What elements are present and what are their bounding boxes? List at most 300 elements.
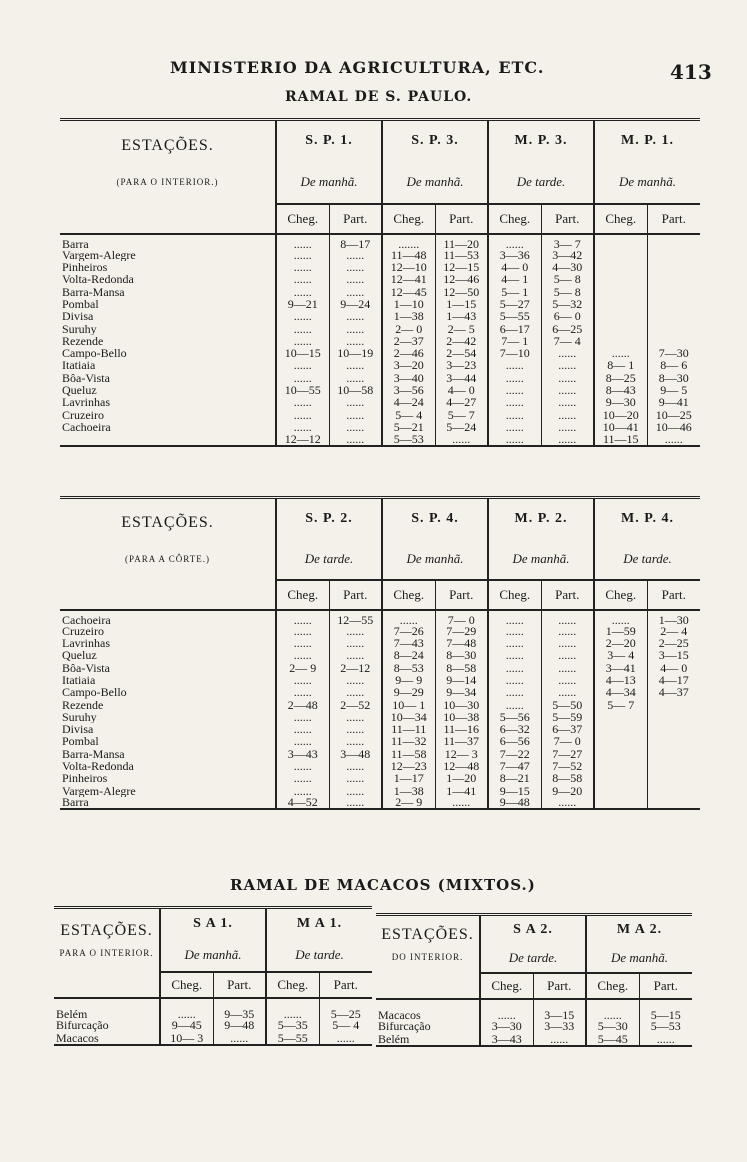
time-cell: 8—17 — [329, 234, 382, 249]
station-name: Barra-Mansa — [62, 285, 125, 298]
time-cell — [647, 286, 700, 298]
time-cell: 5—45 — [586, 1033, 639, 1046]
table-row — [60, 433, 700, 445]
time-cell — [594, 797, 647, 809]
table-row — [60, 760, 700, 772]
train-name: M. P. 1. — [594, 120, 700, 162]
stations-header-cell — [54, 908, 160, 972]
table-row — [60, 785, 700, 797]
time-cell: 7— 0 — [541, 735, 594, 747]
time-cell: ...... — [329, 409, 382, 421]
time-cell: ...... — [647, 433, 700, 445]
time-cell — [647, 249, 700, 261]
time-cell: 5—25 — [319, 998, 372, 1019]
page-subtitle: RAMAL DE S. PAULO. — [285, 89, 473, 105]
table-row — [60, 286, 700, 298]
train-name: S A 2. — [480, 915, 586, 944]
direction-label: (PARA O INTERIOR.) — [116, 177, 219, 188]
time-cell: ...... — [276, 409, 329, 421]
time-cell: 6—37 — [541, 723, 594, 735]
time-cell: ...... — [488, 409, 541, 421]
time-cell: 1—10 — [382, 298, 435, 310]
time-cell: ...... — [488, 625, 541, 637]
table-row — [60, 735, 700, 747]
station-name: Pinheiros — [62, 772, 108, 785]
stations-subheader-blank — [60, 580, 276, 610]
table-row — [60, 772, 700, 784]
station-name: Vargem-Alegre — [62, 784, 136, 797]
station-name: Divisa — [62, 723, 94, 736]
time-cell: 11—11 — [382, 723, 435, 735]
time-cell: 7— 1 — [488, 335, 541, 347]
station-name: Itatiaia — [62, 673, 96, 687]
time-cell: 10— 1 — [382, 699, 435, 711]
time-cell: ...... — [276, 637, 329, 649]
time-cell: 2— 0 — [382, 323, 435, 335]
time-cell: 9—30 — [594, 396, 647, 408]
time-cell: 10— 3 — [160, 1032, 213, 1045]
table-row — [60, 674, 700, 686]
time-cell: 8—53 — [382, 662, 435, 674]
time-cell: 10—15 — [276, 347, 329, 359]
time-cell: 5— 8 — [541, 286, 594, 298]
time-cell: ...... — [276, 735, 329, 747]
time-cell: 4—30 — [541, 261, 594, 273]
table-row — [60, 797, 700, 809]
train-period: De manhã. — [382, 162, 488, 204]
table-row — [60, 625, 700, 637]
time-cell: 11—32 — [382, 735, 435, 747]
time-cell: ...... — [329, 286, 382, 298]
station-name: Queluz — [62, 384, 97, 397]
time-cell: ...... — [160, 998, 213, 1019]
time-cell: ...... — [276, 372, 329, 384]
time-cell: 8— 1 — [594, 359, 647, 371]
stations-header-label: ESTAÇÕES. — [381, 926, 474, 944]
time-cell — [594, 234, 647, 249]
time-cell: 11—58 — [382, 748, 435, 760]
station-name: Suruhy — [62, 710, 97, 724]
station-name: Cachoeira — [62, 420, 111, 434]
time-cell: 2—12 — [329, 662, 382, 674]
table-row — [54, 1032, 372, 1045]
table-row — [60, 409, 700, 421]
time-cell: 1—15 — [435, 298, 488, 310]
time-cell: 8—30 — [647, 372, 700, 384]
time-cell: 10—38 — [435, 711, 488, 723]
arrive-header: Cheg. — [382, 204, 435, 234]
time-cell: 6—17 — [488, 323, 541, 335]
time-cell: ...... — [329, 421, 382, 433]
table-row — [60, 637, 700, 649]
time-cell: 5—50 — [541, 699, 594, 711]
time-cell: ...... — [329, 711, 382, 723]
time-cell — [647, 298, 700, 310]
time-cell: 8—24 — [382, 649, 435, 661]
time-cell: ...... — [329, 686, 382, 698]
time-cell — [647, 310, 700, 322]
time-cell: 4— 0 — [488, 261, 541, 273]
time-cell: ...... — [480, 999, 533, 1020]
time-cell — [647, 711, 700, 723]
station-name: Macacos — [378, 1007, 421, 1020]
time-cell: 7—43 — [382, 637, 435, 649]
time-cell: 9—48 — [213, 1019, 266, 1032]
time-cell: 5—56 — [488, 711, 541, 723]
stations-header-label: ESTAÇÕES. — [60, 922, 153, 940]
table-row — [60, 396, 700, 408]
time-cell: ...... — [276, 760, 329, 772]
time-cell: ...... — [586, 999, 639, 1020]
time-cell: ...... — [329, 674, 382, 686]
time-cell: ...... — [329, 735, 382, 747]
time-cell: ...... — [488, 686, 541, 698]
time-cell: ...... — [266, 998, 319, 1019]
time-cell: 2—46 — [382, 347, 435, 359]
time-cell: 7—26 — [382, 625, 435, 637]
stations-subheader-blank — [376, 973, 480, 999]
time-cell: ...... — [276, 421, 329, 433]
time-cell — [594, 772, 647, 784]
time-cell: ...... — [594, 610, 647, 625]
time-cell: 10—58 — [329, 384, 382, 396]
time-cell: 4— 0 — [435, 384, 488, 396]
time-cell: ...... — [329, 359, 382, 371]
train-name: S. P. 1. — [276, 120, 382, 162]
time-cell: ...... — [488, 384, 541, 396]
time-cell: 10—19 — [329, 347, 382, 359]
station-name: Barra — [60, 797, 276, 809]
table-row — [60, 699, 700, 711]
time-cell: 3—33 — [533, 1020, 586, 1033]
train-period: De manhã. — [276, 162, 382, 204]
train-period: De tarde. — [266, 940, 372, 972]
time-cell: 1—30 — [647, 610, 700, 625]
time-cell: 11—15 — [594, 433, 647, 445]
time-cell: ...... — [276, 323, 329, 335]
station-name: Macacos — [54, 1032, 160, 1045]
table-row — [60, 323, 700, 335]
time-cell: ...... — [329, 249, 382, 261]
time-cell: 3—41 — [594, 662, 647, 674]
depart-header: Part. — [541, 580, 594, 610]
time-cell: 4— 1 — [488, 273, 541, 285]
time-cell: 9—15 — [488, 785, 541, 797]
time-cell — [647, 273, 700, 285]
time-cell: ...... — [329, 649, 382, 661]
time-cell: 2—54 — [435, 347, 488, 359]
time-cell: ...... — [276, 249, 329, 261]
time-cell: 5— 7 — [594, 699, 647, 711]
time-cell: ...... — [382, 610, 435, 625]
time-cell: ...... — [329, 335, 382, 347]
time-cell: 7—52 — [541, 760, 594, 772]
depart-header: Part. — [533, 973, 586, 999]
train-name: M. P. 2. — [488, 498, 594, 539]
time-cell: 10—41 — [594, 421, 647, 433]
time-cell: ...... — [276, 286, 329, 298]
table-row — [60, 261, 700, 273]
time-cell: 3—15 — [647, 649, 700, 661]
time-cell — [647, 323, 700, 335]
time-cell: 8— 6 — [647, 359, 700, 371]
time-cell: 9—34 — [435, 686, 488, 698]
time-cell — [647, 723, 700, 735]
time-cell: 5— 7 — [435, 409, 488, 421]
train-name: S A 1. — [160, 908, 266, 940]
train-period: De tarde. — [480, 944, 586, 973]
table-row — [60, 723, 700, 735]
macacos-section-title: RAMAL DE MACACOS (MIXTOS.) — [230, 876, 536, 894]
time-cell: 11—37 — [435, 735, 488, 747]
time-cell: 3—42 — [541, 249, 594, 261]
time-cell: 5—55 — [266, 1032, 319, 1045]
time-cell: 3—48 — [329, 748, 382, 760]
depart-header: Part. — [435, 580, 488, 610]
time-cell: ...... — [329, 797, 382, 809]
time-cell: 7— 4 — [541, 335, 594, 347]
time-cell: ...... — [329, 323, 382, 335]
table-row — [60, 649, 700, 661]
station-name: Suruhy — [62, 322, 97, 335]
time-cell: ...... — [488, 359, 541, 371]
stations-header-cell — [376, 915, 480, 973]
time-cell: 10—34 — [382, 711, 435, 723]
time-cell: 2—48 — [276, 699, 329, 711]
time-cell: 12—55 — [329, 610, 382, 625]
time-cell: 12—45 — [382, 286, 435, 298]
depart-header: Part. — [319, 972, 372, 998]
time-cell — [647, 760, 700, 772]
time-cell: 5—15 — [639, 999, 692, 1020]
time-cell: 5—32 — [541, 298, 594, 310]
time-cell: ...... — [276, 234, 329, 249]
train-period: De manhã. — [488, 539, 594, 580]
train-period: De manhã. — [160, 940, 266, 972]
time-cell: 5—27 — [488, 298, 541, 310]
time-cell: 5—53 — [639, 1020, 692, 1033]
arrive-header: Cheg. — [586, 973, 639, 999]
time-cell: 3—23 — [435, 359, 488, 371]
time-cell: 5— 4 — [382, 409, 435, 421]
time-cell: ...... — [541, 637, 594, 649]
time-cell: ...... — [541, 797, 594, 809]
time-cell: 9—35 — [213, 998, 266, 1019]
time-cell: 1—43 — [435, 310, 488, 322]
time-cell: ...... — [488, 610, 541, 625]
time-cell — [594, 711, 647, 723]
stations-header-label: ESTAÇÕES. — [121, 514, 214, 532]
time-cell: 5—35 — [266, 1019, 319, 1032]
station-name: Barra-Mansa — [62, 747, 125, 761]
time-cell: ...... — [488, 662, 541, 674]
time-cell: ...... — [488, 649, 541, 661]
time-cell — [647, 234, 700, 249]
direction-label: DO INTERIOR. — [391, 952, 464, 963]
station-name: Rezende — [62, 334, 104, 348]
time-cell: 2—37 — [382, 335, 435, 347]
train-period: De tarde. — [488, 162, 594, 204]
time-cell: 12—50 — [435, 286, 488, 298]
table-row — [54, 998, 372, 1019]
station-name: Lavrinhas — [62, 396, 110, 409]
time-cell: 8—58 — [435, 662, 488, 674]
time-cell: ...... — [541, 359, 594, 371]
stations-header-label: ESTAÇÕES. — [121, 137, 214, 155]
time-cell: ...... — [213, 1032, 266, 1045]
time-cell: 11—20 — [435, 234, 488, 249]
time-cell: ...... — [276, 261, 329, 273]
table-row — [376, 1020, 692, 1033]
time-cell: 1—38 — [382, 785, 435, 797]
time-cell: 5— 1 — [488, 286, 541, 298]
time-cell: ...... — [276, 686, 329, 698]
time-cell: 5—24 — [435, 421, 488, 433]
time-cell: 8—30 — [435, 649, 488, 661]
time-cell: ...... — [319, 1032, 372, 1045]
time-cell: 1—20 — [435, 772, 488, 784]
stations-header-cell — [60, 120, 276, 204]
time-cell: ...... — [488, 234, 541, 249]
table-row — [60, 421, 700, 433]
time-cell: 8—43 — [594, 384, 647, 396]
time-cell — [647, 261, 700, 273]
time-cell: ...... — [276, 273, 329, 285]
time-cell — [647, 785, 700, 797]
time-cell: 9— 9 — [382, 674, 435, 686]
time-cell: 3—30 — [480, 1020, 533, 1033]
time-cell: ...... — [541, 686, 594, 698]
stations-subheader-blank — [54, 972, 160, 998]
time-cell: 3—44 — [435, 372, 488, 384]
arrive-header: Cheg. — [594, 204, 647, 234]
station-name: Bôa-Vista — [62, 661, 110, 674]
time-cell: ...... — [329, 372, 382, 384]
time-cell: 4—27 — [435, 396, 488, 408]
time-cell: 1—59 — [594, 625, 647, 637]
time-cell: 3— 7 — [541, 234, 594, 249]
train-name: S. P. 2. — [276, 498, 382, 539]
time-cell: 2— 9 — [276, 662, 329, 674]
time-cell — [647, 699, 700, 711]
time-cell — [647, 335, 700, 347]
train-name: S. P. 4. — [382, 498, 488, 539]
table-row — [60, 711, 700, 723]
timetable-macacos-from-interior — [376, 913, 692, 1047]
table-row — [376, 1033, 692, 1046]
train-period: De tarde. — [594, 539, 700, 580]
station-name: Campo-Bello — [62, 347, 127, 360]
time-cell: 9—21 — [276, 298, 329, 310]
time-cell: 3—43 — [480, 1033, 533, 1046]
time-cell: 11—48 — [382, 249, 435, 261]
time-cell: 10—55 — [276, 384, 329, 396]
time-cell: 4—37 — [647, 686, 700, 698]
time-cell: ...... — [488, 396, 541, 408]
time-cell: 10—25 — [647, 409, 700, 421]
arrive-header: Cheg. — [276, 580, 329, 610]
direction-label: (PARA A CÔRTE.) — [125, 554, 210, 565]
arrive-header: Cheg. — [480, 973, 533, 999]
time-cell: 9—20 — [541, 785, 594, 797]
time-cell — [647, 797, 700, 809]
arrive-header: Cheg. — [266, 972, 319, 998]
train-name: M A 2. — [586, 915, 692, 944]
time-cell: 6— 0 — [541, 310, 594, 322]
time-cell: 9—14 — [435, 674, 488, 686]
time-cell: ...... — [533, 1033, 586, 1046]
time-cell: 3—20 — [382, 359, 435, 371]
time-cell: 3—43 — [276, 748, 329, 760]
time-cell — [594, 286, 647, 298]
time-cell: 11—16 — [435, 723, 488, 735]
time-cell: 2—52 — [329, 699, 382, 711]
time-cell — [594, 298, 647, 310]
table-row — [60, 298, 700, 310]
page-number: 413 — [670, 60, 712, 84]
station-name: Cruzeiro — [62, 624, 104, 638]
train-name: M. P. 3. — [488, 120, 594, 162]
time-cell: 5—53 — [382, 433, 435, 445]
station-name: Barra — [62, 236, 89, 249]
table-row — [60, 748, 700, 760]
time-cell: 8—58 — [541, 772, 594, 784]
time-cell: 8—21 — [488, 772, 541, 784]
table-row — [60, 249, 700, 261]
time-cell: 3—36 — [488, 249, 541, 261]
time-cell: 7—27 — [541, 748, 594, 760]
time-cell: 2—20 — [594, 637, 647, 649]
time-cell: ...... — [276, 335, 329, 347]
time-cell — [647, 748, 700, 760]
time-cell: ...... — [329, 772, 382, 784]
table-row — [60, 686, 700, 698]
time-cell — [594, 249, 647, 261]
time-cell: 5—21 — [382, 421, 435, 433]
time-cell: ...... — [541, 396, 594, 408]
time-cell: 10—20 — [594, 409, 647, 421]
time-cell: ...... — [488, 372, 541, 384]
arrive-header: Cheg. — [160, 972, 213, 998]
time-cell — [594, 323, 647, 335]
time-cell — [594, 310, 647, 322]
table-row — [60, 662, 700, 674]
station-name: Cachoeira — [62, 612, 111, 625]
station-name — [60, 433, 276, 445]
time-cell: ...... — [488, 433, 541, 445]
time-cell: 9—41 — [647, 396, 700, 408]
time-cell: 6—56 — [488, 735, 541, 747]
table-row — [60, 335, 700, 347]
time-cell: ...... — [329, 785, 382, 797]
time-cell: 7—47 — [488, 760, 541, 772]
time-cell: ...... — [329, 261, 382, 273]
station-name: Volta-Redonda — [62, 273, 134, 286]
time-cell: ...... — [329, 396, 382, 408]
time-cell: ...... — [541, 421, 594, 433]
time-cell: 7—30 — [647, 347, 700, 359]
station-name: Belém — [376, 1033, 480, 1046]
time-cell: ...... — [488, 674, 541, 686]
time-cell: ...... — [488, 699, 541, 711]
time-cell: 4—52 — [276, 797, 329, 809]
time-cell: ...... — [639, 1033, 692, 1046]
arrive-header: Cheg. — [488, 204, 541, 234]
station-name: Pombal — [62, 297, 99, 311]
station-name: Vargem-Alegre — [62, 248, 136, 262]
time-cell: 1—38 — [382, 310, 435, 322]
depart-header: Part. — [541, 204, 594, 234]
